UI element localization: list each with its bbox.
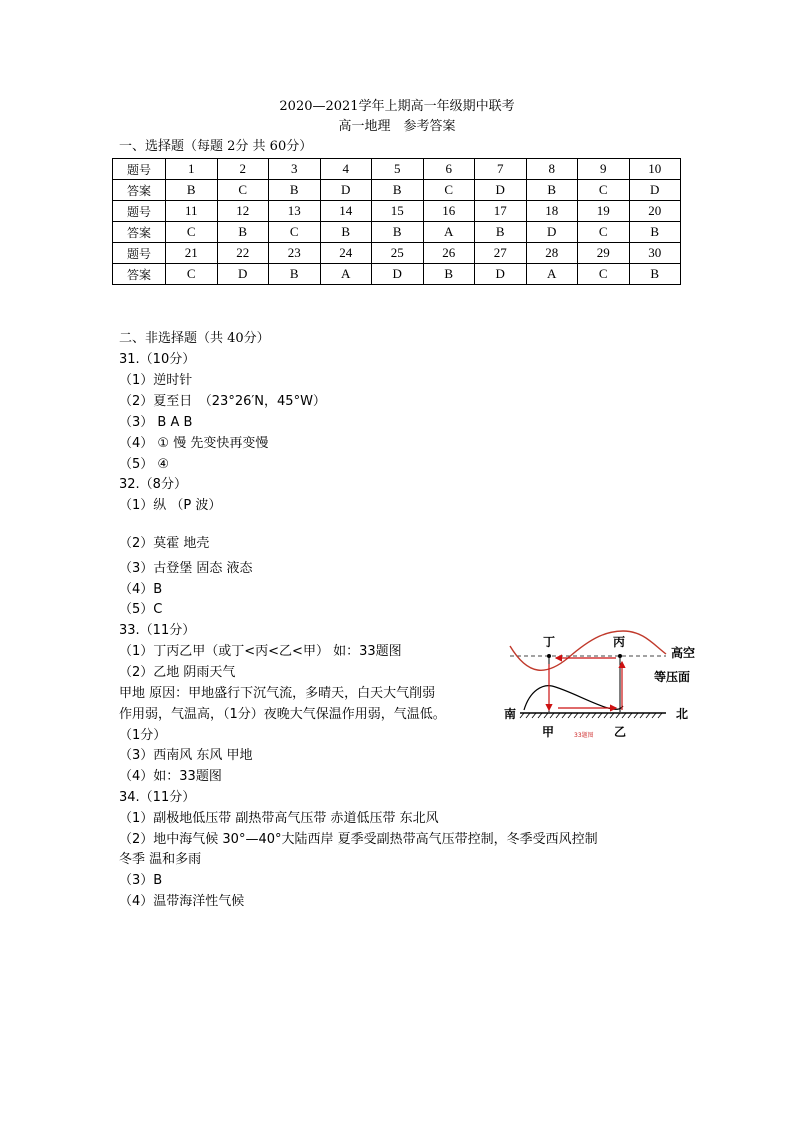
q33-answer-2: （2）乙地 阴雨天气 (119, 665, 236, 680)
q34-answer-2: （2）地中海气候 30°—40°大陆西岸 夏季受副热带高气压带控制，冬季受西风控制 (119, 832, 598, 847)
answer-cell: B (166, 180, 218, 201)
section2-title: 二、非选择题（共 40分） (119, 331, 270, 346)
question-number-cell: 29 (578, 243, 630, 264)
question-number-cell: 25 (372, 243, 424, 264)
question-number-cell: 27 (475, 243, 527, 264)
question-number-cell: 10 (629, 159, 681, 180)
question-number-cell: 17 (475, 201, 527, 222)
q31-answer-3: （3） B A B (119, 415, 193, 430)
question-number-cell: 23 (269, 243, 321, 264)
q32-answer-4: （4）B (119, 582, 163, 597)
label-dengyamian: 等压面 (654, 670, 691, 684)
answer-cell: C (166, 222, 218, 243)
q32-answer-5: （5）C (119, 602, 163, 617)
upper-isobar-curve (510, 631, 666, 670)
answer-cell: B (629, 222, 681, 243)
q31-answer-5: （5） ④ (119, 457, 170, 472)
q34-answer-2-cont: 冬季 温和多雨 (119, 852, 202, 867)
q33-answer-1: （1）丁丙乙甲（或丁<丙<乙<甲） 如：33题图 (119, 644, 402, 659)
answer-cell: B (269, 180, 321, 201)
pressure-diagram (498, 626, 698, 744)
question-number-cell: 19 (578, 201, 630, 222)
answer-row-label: 答案 (113, 180, 166, 201)
point-bing (618, 654, 622, 658)
answer-cell: D (372, 264, 424, 285)
answer-row (113, 180, 681, 201)
answer-cell: D (217, 264, 269, 285)
q34-header: 34.（11分） (119, 790, 196, 805)
q33-reason-line-2: 作用弱，气温高，（1分）夜晚大气保温作用弱，气温低。 (119, 707, 446, 722)
q31-answer-2: （2）夏至日 （23°26′N，45°W） (119, 394, 326, 409)
question-number-cell: 26 (423, 243, 475, 264)
question-number-cell: 7 (475, 159, 527, 180)
question-number-row (113, 243, 681, 264)
answer-cell: B (320, 222, 372, 243)
label-nan: 南 (504, 707, 517, 721)
answer-cell: C (578, 264, 630, 285)
q34-answer-4: （4）温带海洋性气候 (119, 894, 245, 909)
question-number-cell: 5 (372, 159, 424, 180)
question-number-cell: 24 (320, 243, 372, 264)
q32-answer-2: （2）莫霍 地壳 (119, 536, 210, 551)
answer-cell: B (217, 222, 269, 243)
answer-cell: D (320, 180, 372, 201)
question-number-cell: 2 (217, 159, 269, 180)
label-jia: 甲 (542, 725, 555, 739)
q32-header: 32.（8分） (119, 477, 187, 492)
question-number-cell: 13 (269, 201, 321, 222)
q31-answer-1: （1）逆时针 (119, 373, 193, 388)
question-number-cell: 20 (629, 201, 681, 222)
lower-isobar-curve (524, 686, 623, 710)
question-number-cell: 30 (629, 243, 681, 264)
label-bing: 丙 (613, 635, 626, 649)
answer-cell: B (526, 180, 578, 201)
q31-header: 31.（10分） (119, 352, 196, 367)
question-number-row (113, 201, 681, 222)
q33-header: 33.（11分） (119, 623, 196, 638)
answer-row-label: 答案 (113, 222, 166, 243)
q34-answer-1: （1）副极地低压带 副热带高气压带 赤道低压带 东北风 (119, 811, 439, 826)
question-number-row-label: 题号 (113, 243, 166, 264)
question-number-cell: 3 (269, 159, 321, 180)
q33-answer-4: （4）如：33题图 (119, 769, 222, 784)
answer-cell: B (372, 222, 424, 243)
question-number-cell: 16 (423, 201, 475, 222)
ground-hatch (520, 713, 662, 718)
answer-cell: B (423, 264, 475, 285)
point-ding (547, 654, 551, 658)
answer-cell: C (166, 264, 218, 285)
exam-title: 2020—2021学年上期高一年级期中联考 (279, 99, 515, 114)
choice-answer-table (112, 158, 681, 285)
question-number-cell: 1 (166, 159, 218, 180)
question-number-row (113, 159, 681, 180)
question-number-cell: 8 (526, 159, 578, 180)
question-number-cell: 18 (526, 201, 578, 222)
question-number-cell: 28 (526, 243, 578, 264)
question-number-cell: 15 (372, 201, 424, 222)
question-number-cell: 21 (166, 243, 218, 264)
answer-cell: D (475, 264, 527, 285)
question-number-cell: 22 (217, 243, 269, 264)
question-number-cell: 14 (320, 201, 372, 222)
q32-answer-3: （3）古登堡 固态 液态 (119, 561, 253, 576)
question-number-cell: 12 (217, 201, 269, 222)
q33-reason-line-1: 甲地 原因：甲地盛行下沉气流，多晴天，白天大气削弱 (119, 686, 436, 701)
label-yi: 乙 (614, 725, 627, 739)
answer-cell: A (320, 264, 372, 285)
section1-title: 一、选择题（每题 2分 共 60分） (119, 139, 313, 154)
answer-cell: C (217, 180, 269, 201)
answer-subtitle: 高一地理 参考答案 (338, 119, 456, 134)
q34-answer-3: （3）B (119, 873, 163, 888)
question-number-row-label: 题号 (113, 201, 166, 222)
answer-row-label: 答案 (113, 264, 166, 285)
label-ding: 丁 (543, 635, 556, 649)
answer-row (113, 264, 681, 285)
answer-cell: A (526, 264, 578, 285)
answer-cell: B (372, 180, 424, 201)
label-gaokong: 高空 (671, 646, 696, 660)
answer-cell: B (269, 264, 321, 285)
answer-cell: C (578, 180, 630, 201)
answer-cell: C (423, 180, 475, 201)
label-bei: 北 (676, 707, 689, 721)
answer-cell: C (578, 222, 630, 243)
question-number-row-label: 题号 (113, 159, 166, 180)
answer-cell: B (475, 222, 527, 243)
answer-cell: B (629, 264, 681, 285)
answer-cell: D (629, 180, 681, 201)
q31-answer-4: （4） ① 慢 先变快再变慢 (119, 436, 269, 451)
answer-cell: A (423, 222, 475, 243)
pressure-diagram-figure (498, 626, 698, 744)
q32-answer-1: （1）纵 （P 波） (119, 498, 222, 513)
answer-cell: D (475, 180, 527, 201)
question-number-cell: 4 (320, 159, 372, 180)
q33-answer-3: （3）西南风 东风 甲地 (119, 748, 253, 763)
answer-row (113, 222, 681, 243)
answer-cell: C (269, 222, 321, 243)
question-number-cell: 11 (166, 201, 218, 222)
question-number-cell: 9 (578, 159, 630, 180)
answer-cell: D (526, 222, 578, 243)
question-number-cell: 6 (423, 159, 475, 180)
q33-reason-line-3: （1分） (119, 728, 167, 743)
figure-caption: 33题图 (574, 732, 594, 739)
